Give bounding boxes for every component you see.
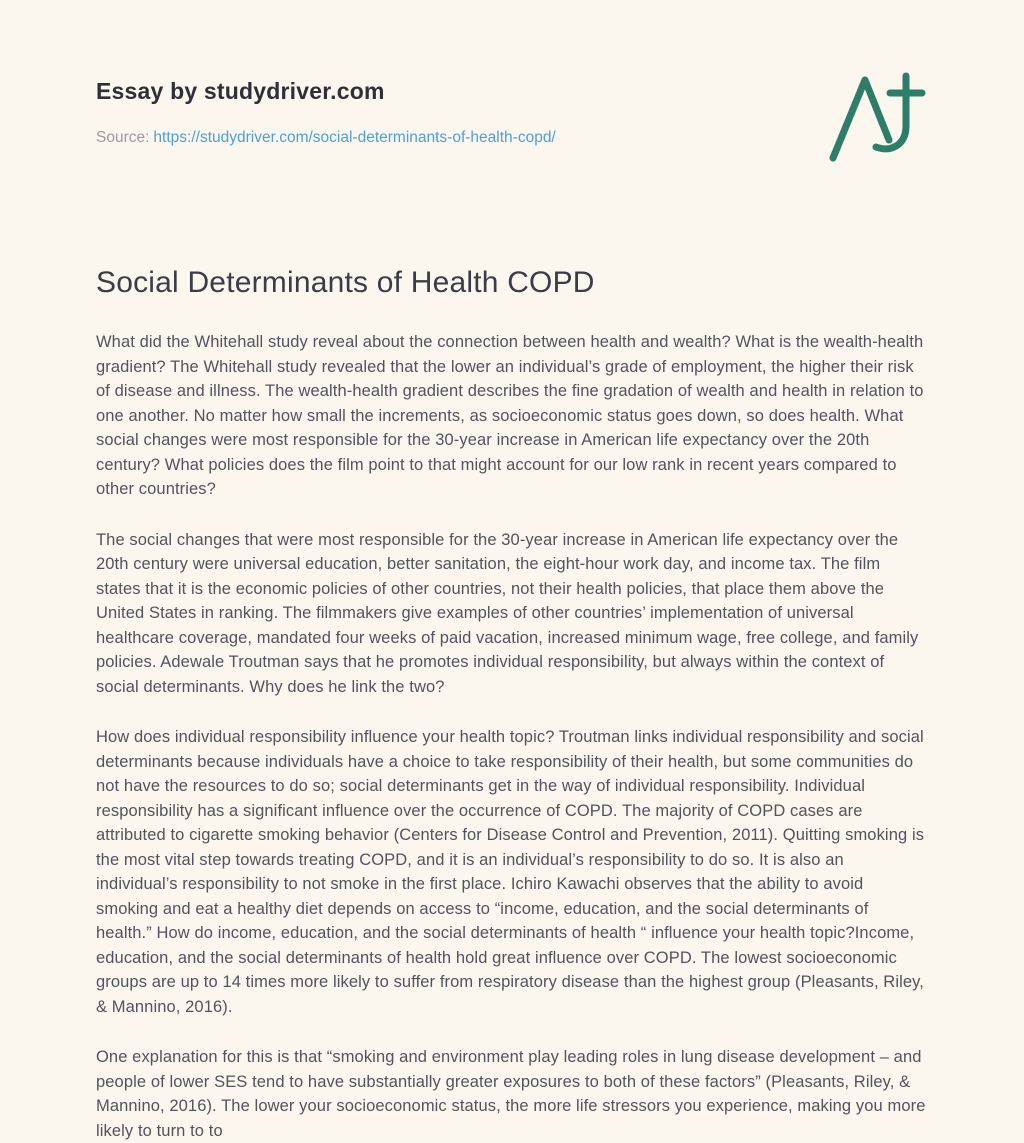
page-header bbox=[96, 74, 928, 162]
article-title: Social Determinants of Health COPD bbox=[96, 266, 595, 299]
source-line bbox=[96, 129, 556, 147]
essay-paragraph-1: What did the Whitehall study reveal about the connection between health and wealth? What is the wealth-health gradient? The Whitehall study revealed that the lower an individual’s grade of employment, the higher their risk of disease and illness. The wealth-health gradient describes the fine gradation of wealth and health in relation to one another. No matter how small the increments, as socioeconomic status goes down, so does health. What social changes were most responsible for the 30-year increase in American life expectancy over the 20th century? What policies does the film point to that might account for our low rank in recent years compared to other countries? bbox=[96, 333, 924, 498]
studydriver-logo bbox=[824, 70, 928, 162]
header-text-block bbox=[96, 74, 556, 147]
essay-paragraph-2: The social changes that were most responsible for the 30-year increase in American life expectancy over the 20th century were universal education, better sanitation, the eight-hour work day, and income tax. The film states that it is the economic policies of other countries, not their health policies, that place them above the United States in ranking. The filmmakers give examples of other countries’ implementation of universal healthcare coverage, mandated four weeks of paid vacation, increased minimum wage, free college, and family policies. Adewale Troutman says that he promotes individual responsibility, but always within the context of social determinants. Why does he link the two? bbox=[96, 530, 919, 696]
article-body bbox=[96, 330, 928, 1143]
studydriver-logo-icon bbox=[824, 70, 928, 162]
source-label: Source: bbox=[96, 129, 150, 146]
essay-paragraph-3: How does individual responsibility influence your health topic? Troutman links individual responsibility and social determinants because individuals have a choice to take responsibility of their health, but some communities do not have the resources to do so; social determinants get in the way of individual responsibility. Individual responsibility has a significant influence over the occurrence of COPD. The majority of COPD cases are attributed to cigarette smoking behavior (Centers for Disease Control and Prevention, 2011). Quitting smoking is the most vital step towards treating COPD, and it is an individual’s responsibility to do so. It is also an individual’s responsibility to not smoke in the first place. Ichiro Kawachi observes that the ability to avoid smoking and eat a healthy diet depends on access to “income, education, and the social determinants of health.” How do income, education, and the social determinants of health “ influence your health topic?Income, education, and the social determinants of health hold great influence over COPD. The lowest socioeconomic groups are up to 14 times more likely to suffer from respiratory disease than the highest group (Pleasants, Riley, & Mannino, 2016). bbox=[96, 728, 925, 1016]
source-url-link[interactable]: https://studydriver.com/social-determinants-of-health-copd/ bbox=[153, 129, 556, 146]
essay-paragraph-4: One explanation for this is that “smoking and environment play leading roles in lung disease development – and people of lower SES tend to have substantially greater exposures to both of these factors” (Pleasants, Riley, & Mannino, 2016). The lower your socioeconomic status, the more life stressors you experience, making you more likely to turn to to bbox=[96, 1048, 926, 1140]
site-heading: Essay by studydriver.com bbox=[96, 78, 385, 104]
